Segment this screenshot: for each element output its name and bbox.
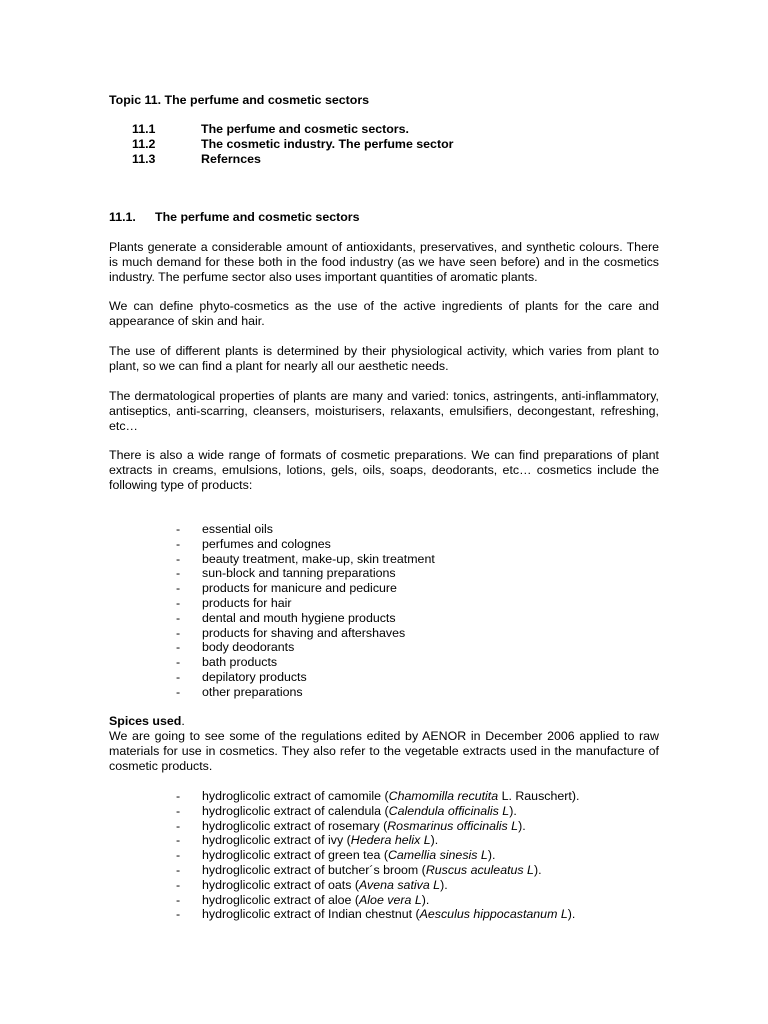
extract-text: hydroglicolic extract of calendula ( (202, 803, 389, 818)
toc-label: The perfume and cosmetic sectors. (201, 122, 409, 136)
list-dash: - (176, 862, 181, 877)
spices-section (109, 714, 659, 774)
list-dash: - (176, 669, 181, 684)
list-dash: - (176, 789, 181, 803)
extract-text-end: ). (487, 848, 496, 863)
list-item-text: dental and mouth hygiene products (202, 610, 396, 625)
list-dash: - (176, 610, 181, 625)
toc-number: 11.3 (132, 152, 156, 166)
extract-text: hydroglicolic extract of ivy ( (202, 833, 351, 848)
list-dash: - (176, 818, 181, 833)
extract-text-end: ). (440, 877, 448, 892)
list-dash: - (176, 892, 181, 907)
latin-name: Ruscus aculeatus L (425, 862, 534, 877)
list-item (176, 655, 656, 670)
list-item-text: depilatory products (202, 669, 307, 684)
extract-text-end: ). (421, 892, 430, 907)
extract-text-end: ). (533, 862, 542, 877)
extracts-list (176, 789, 656, 922)
extract-text-end: ). (509, 803, 517, 818)
list-dash: - (176, 595, 181, 610)
latin-name: Calendula officinalis L (388, 803, 510, 818)
extract-text: hydroglicolic extract of camomile ( (202, 789, 389, 803)
list-item (176, 685, 656, 700)
list-item-text: perfumes and colognes (202, 536, 331, 551)
list-dash: - (176, 848, 181, 863)
list-item-text: products for shaving and aftershaves (202, 625, 406, 640)
paragraph: The use of different plants is determined by their physiological activity, which varies from plant to plant, so we can find a plant for nearly all our aesthetic needs. (109, 344, 659, 373)
list-item-text (202, 878, 448, 893)
list-dash: - (176, 536, 181, 551)
latin-name: Camellia sinesis L (387, 848, 488, 863)
list-item-text (202, 848, 495, 863)
list-item (176, 640, 656, 655)
list-item (176, 581, 656, 596)
list-item (176, 833, 656, 848)
list-dash: - (176, 877, 181, 892)
list-item (176, 552, 656, 567)
extract-text-end: L. Rauschert). (498, 789, 580, 803)
heading-period: . (181, 714, 185, 728)
paragraph: Plants generate a considerable amount of antioxidants, preservatives, and synthetic colours. There is much demand for these both in the food industry (as we have seen before) and in the cosmetics industry. The perfume sector also uses important quantities of aromatic plants. (109, 240, 659, 284)
list-item-text (202, 804, 517, 819)
list-dash: - (176, 640, 181, 655)
latin-name: Avena sativa L (359, 877, 441, 892)
list-item (176, 537, 656, 552)
latin-name: Rosmarinus officinalis L (387, 818, 519, 833)
list-dash: - (176, 684, 181, 699)
extract-text: hydroglicolic extract of oats ( (202, 877, 360, 892)
extract-text: hydroglicolic extract of green tea ( (202, 848, 388, 863)
list-item (176, 522, 656, 537)
extract-text-end: ). (518, 818, 526, 833)
list-dash: - (176, 566, 181, 581)
list-dash: - (176, 625, 181, 640)
toc-item (109, 122, 659, 137)
latin-name: Aloe vera L (359, 892, 422, 907)
extract-text: hydroglicolic extract of butcher´s broom ( (202, 862, 426, 877)
list-item (176, 907, 656, 922)
spices-heading-line (109, 714, 659, 729)
list-item (176, 819, 656, 834)
list-item (176, 878, 656, 893)
list-item-text (202, 907, 575, 922)
list-dash: - (176, 551, 181, 566)
toc-label: The cosmetic industry. The perfume sector (201, 137, 454, 151)
section-number: 11.1. (109, 210, 136, 224)
list-dash: - (176, 803, 181, 818)
table-of-contents (109, 122, 659, 167)
list-dash: - (176, 655, 181, 670)
list-item (176, 626, 656, 641)
extract-text: hydroglicolic extract of Indian chestnut ( (202, 907, 420, 922)
list-item-text: products for manicure and pedicure (202, 581, 397, 596)
list-item (176, 596, 656, 611)
list-item-text (202, 819, 526, 834)
list-item (176, 893, 656, 908)
extract-text: hydroglicolic extract of rosemary ( (202, 818, 388, 833)
page-title: Topic 11. The perfume and cosmetic sectors (109, 93, 370, 107)
list-item (176, 804, 656, 819)
section-title: The perfume and cosmetic sectors (155, 210, 360, 224)
list-item (176, 566, 656, 581)
latin-name: Hedera helix L (350, 833, 431, 848)
extract-text-end: ). (567, 907, 576, 922)
list-item-text: bath products (202, 655, 278, 670)
list-item-text: other preparations (202, 684, 303, 699)
toc-label: Refernces (201, 152, 261, 166)
list-item-text (202, 863, 542, 878)
list-item (176, 611, 656, 626)
list-dash: - (176, 907, 181, 922)
list-item-text (202, 893, 429, 908)
extract-text: hydroglicolic extract of aloe ( (202, 892, 360, 907)
extract-text-end: ). (430, 833, 439, 848)
list-dash: - (176, 522, 181, 536)
toc-item (109, 152, 659, 167)
list-item-text (202, 833, 438, 848)
latin-name: Aesculus hippocastanum L (419, 907, 568, 922)
list-item (176, 863, 656, 878)
latin-name: Chamomilla recutita (388, 789, 499, 803)
products-list (176, 522, 656, 700)
toc-number: 11.2 (132, 137, 156, 151)
list-dash: - (176, 581, 181, 596)
list-item (176, 848, 656, 863)
list-dash: - (176, 833, 181, 848)
paragraph: The dermatological properties of plants are many and varied: tonics, astringents, anti-inflammatory, antiseptics, anti-scarring, cleansers, moisturisers, relaxants, emulsifiers, decongestant, refreshing, etc… (109, 389, 659, 433)
toc-number: 11.1 (132, 122, 156, 136)
list-item-text: sun-block and tanning preparations (202, 566, 396, 581)
list-item-text: body deodorants (202, 640, 295, 655)
list-item-text: products for hair (202, 595, 292, 610)
list-item (176, 670, 656, 685)
paragraph: There is also a wide range of formats of cosmetic preparations. We can find preparations of plant extracts in creams, emulsions, lotions, gels, oils, soaps, deodorants, etc… cosmetics include the following type of products: (109, 448, 659, 492)
spices-heading: Spices used (109, 714, 182, 728)
paragraph: We are going to see some of the regulations edited by AENOR in December 2006 applied to raw materials for use in cosmetics. They also refer to the vegetable extracts used in the manufacture of cosmetic products. (109, 729, 659, 773)
section-heading (109, 210, 659, 225)
list-item-text (202, 789, 579, 804)
toc-item (109, 137, 659, 152)
list-item-text: beauty treatment, make-up, skin treatment (202, 551, 435, 566)
paragraph: We can define phyto-cosmetics as the use of the active ingredients of plants for the care and appearance of skin and hair. (109, 299, 659, 328)
list-item (176, 789, 656, 804)
list-item-text: essential oils (202, 522, 273, 536)
